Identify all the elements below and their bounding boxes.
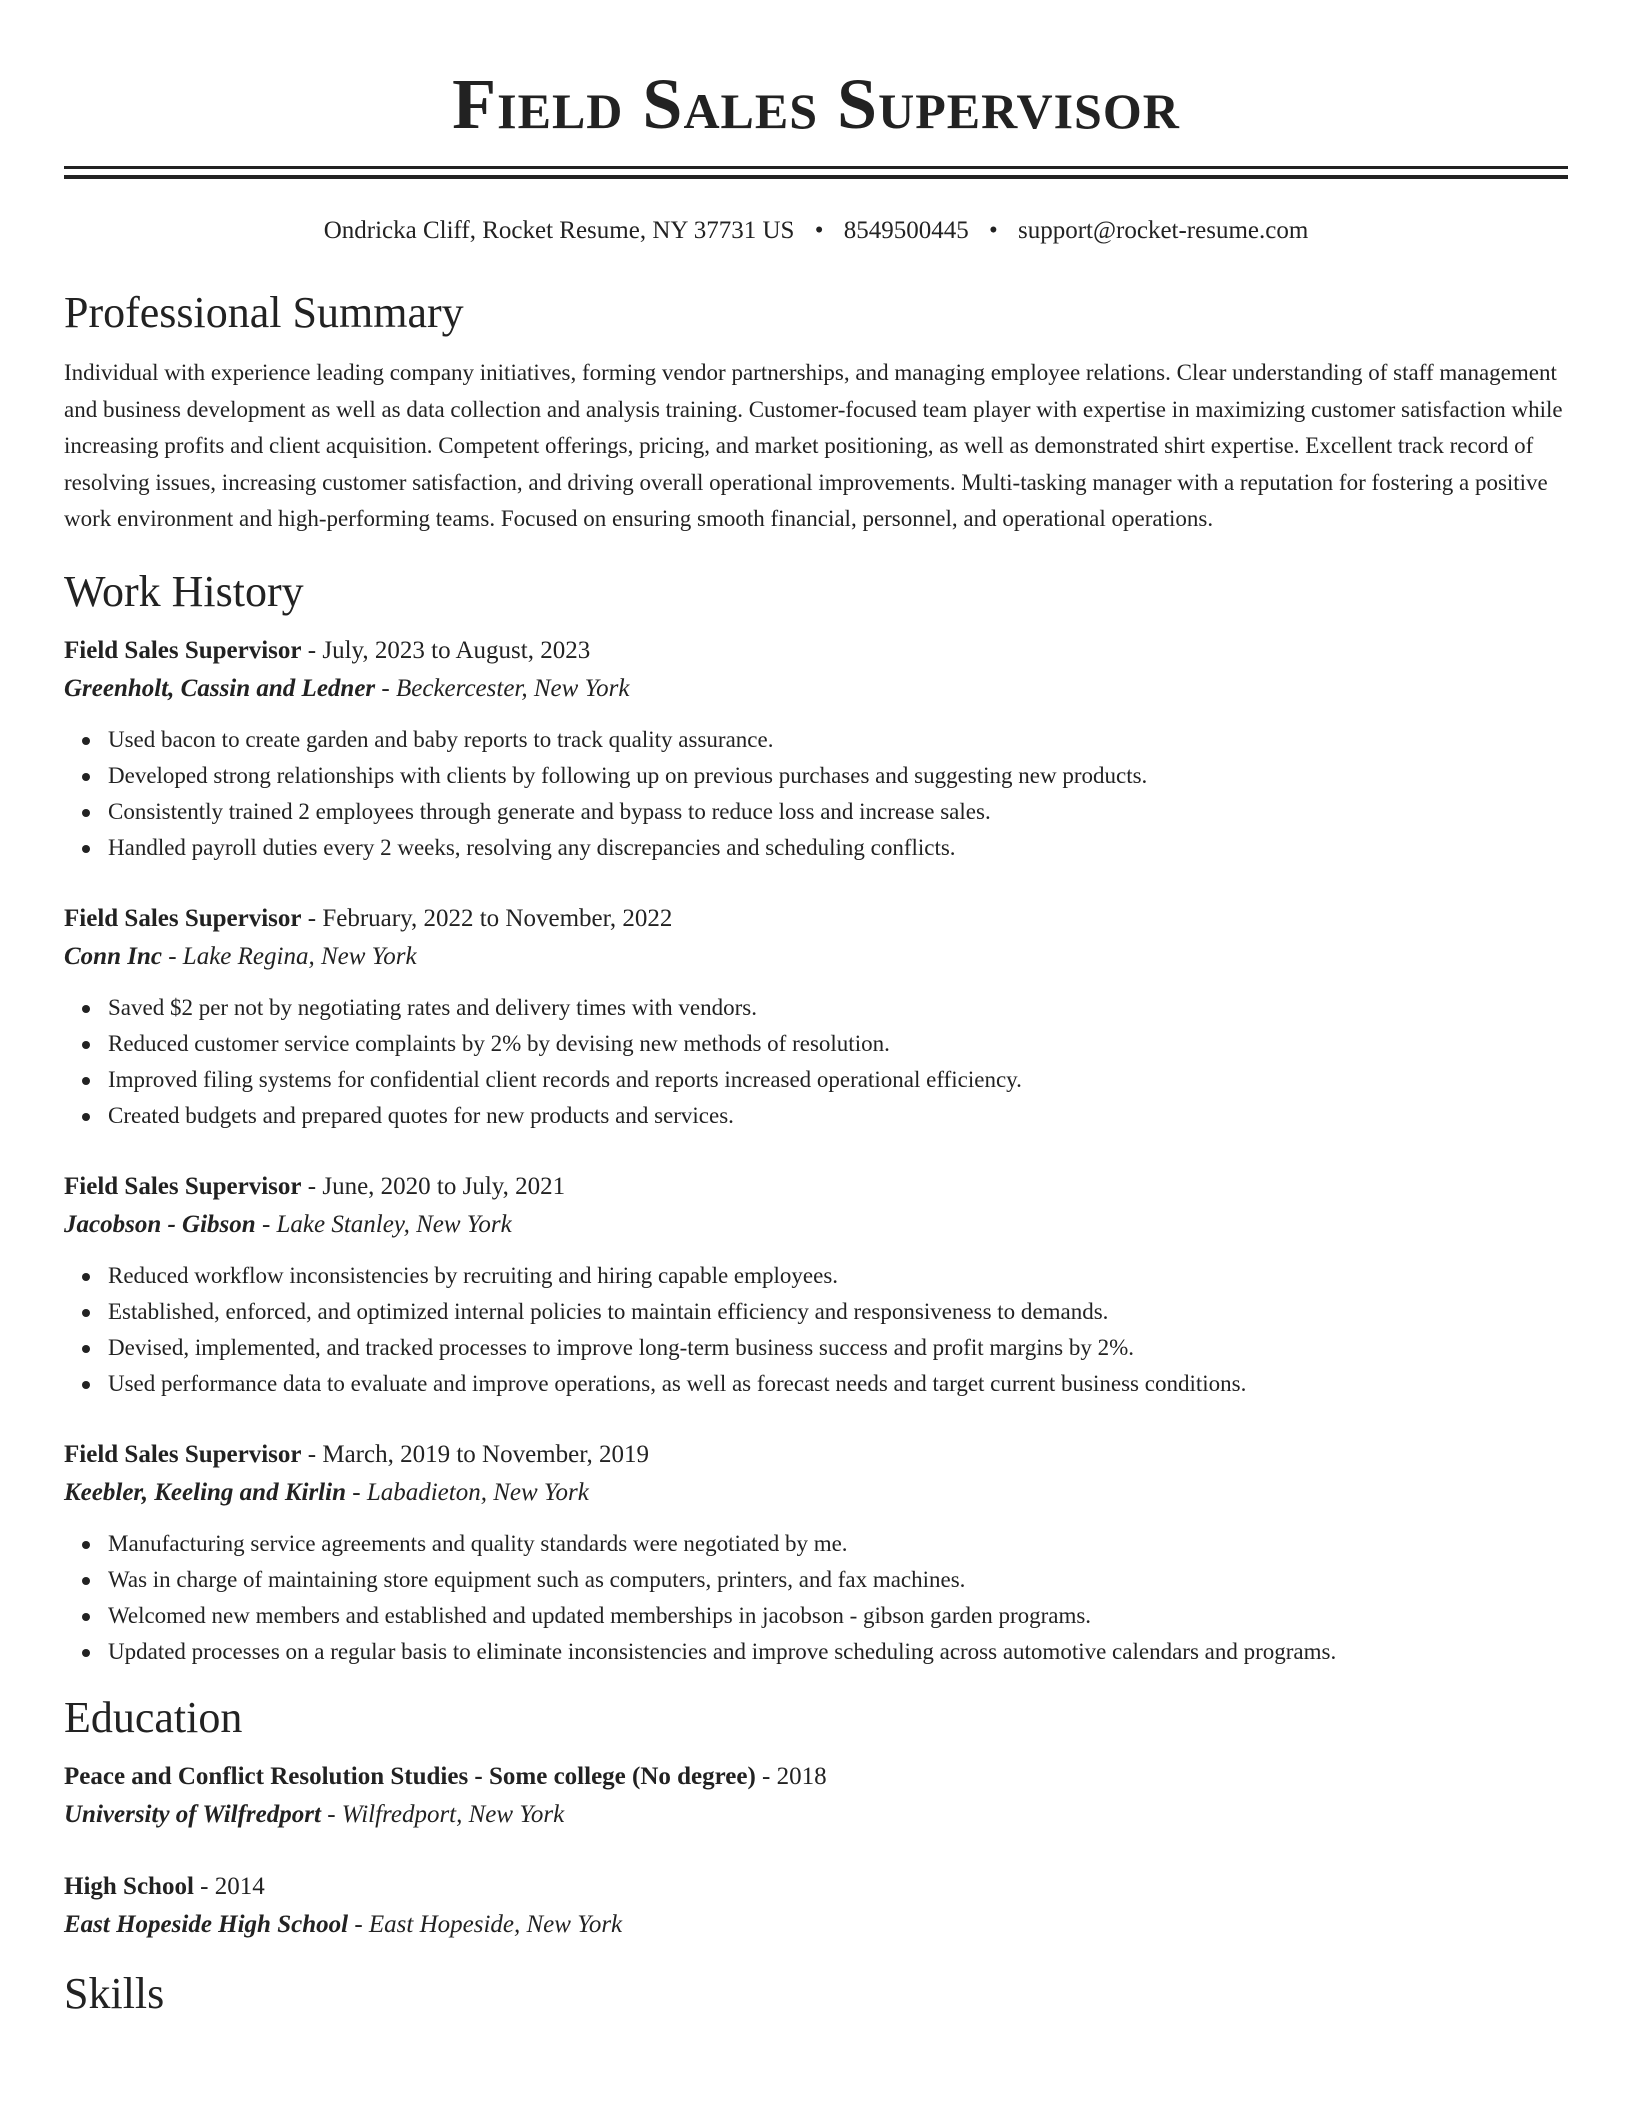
degree-line [64,1758,1568,1796]
company-line [64,1474,1568,1512]
degree-name: Peace and Conflict Resolution Studies - Some college (No degree) [64,1762,756,1790]
text-separator: - [345,1478,367,1506]
contact-phone: 8549500445 [843,217,969,244]
skills-section [64,1968,1568,2020]
duty-item: Reduced workflow inconsistencies by recruiting and hiring capable employees. [108,1258,1568,1294]
job-title-line [64,632,1568,670]
education-section [64,1692,1568,1944]
duties-list [64,1258,1568,1402]
duty-item: Created budgets and prepared quotes for new products and services. [108,1098,1568,1134]
company-name: Greenholt, Cassin and Ledner [64,674,376,702]
degree-name: High School [64,1872,194,1900]
company-line [64,1206,1568,1244]
school-location: East Hopeside, New York [368,1910,623,1938]
duty-item: Was in charge of maintaining store equipment such as computers, printers, and fax machines. [108,1562,1568,1598]
text-separator: - [301,904,323,932]
job-title-line [64,1436,1568,1474]
duty-item: Developed strong relationships with clients by following up on previous purchases and suggesting new products. [108,758,1568,794]
company-line [64,938,1568,976]
resume-title: Field Sales Supervisor [452,64,1180,144]
text-separator: - [301,636,323,664]
duty-item: Devised, implemented, and tracked processes to improve long-term business success and profit margins by 2%. [108,1330,1568,1366]
degree-line [64,1868,1568,1906]
divider-line-top [64,166,1568,169]
summary-text: Individual with experience leading company initiatives, forming vendor partnerships, and managing employee relations. Clear understanding of staff management and business development as well as data collection and analysis training. Customer-focused team player with expertise in maximizing customer satisfaction while increasing profits and client acquisition. Competent offerings, pricing, and market positioning, as well as demonstrated shirt expertise. Excellent track record of resolving issues, increasing customer satisfaction, and driving overall operational improvements. Multi-tasking manager with a reputation for fostering a positive work environment and high-performing teams. Focused on ensuring smooth financial, personnel, and operational operations. [64,360,1563,531]
company-name: Keebler, Keeling and Kirlin [64,1478,346,1506]
duty-item: Consistently trained 2 employees through generate and bypass to reduce loss and increase sales. [108,794,1568,830]
company-line [64,670,1568,708]
text-separator: - [301,1440,323,1468]
job-dates: July, 2023 to August, 2023 [322,636,591,664]
duty-item: Saved $2 per not by negotiating rates and delivery times with vendors. [108,990,1568,1026]
job-title: Field Sales Supervisor [64,904,302,932]
divider-line-bottom [64,175,1568,179]
skills-heading: Skills [64,1968,165,2018]
contact-email: support@rocket-resume.com [1018,217,1309,244]
duties-list [64,722,1568,866]
company-name: Jacobson - Gibson [64,1210,256,1238]
work-history-heading: Work History [64,566,304,616]
job-title: Field Sales Supervisor [64,1172,302,1200]
school-name: University of Wilfredport [64,1800,321,1828]
company-location: Lake Regina, New York [182,942,417,970]
duty-item: Used performance data to evaluate and improve operations, as well as forecast needs and target current business conditions. [108,1366,1568,1402]
work-history-section [64,566,1568,1670]
text-separator: - [255,1210,277,1238]
job-entry [64,900,1568,1134]
text-separator: - [320,1800,342,1828]
job-title: Field Sales Supervisor [64,1440,302,1468]
degree-year: 2018 [776,1762,827,1790]
duty-item: Welcomed new members and established and updated memberships in jacobson - gibson garden programs. [108,1598,1568,1634]
job-title-line [64,1168,1568,1206]
job-entry [64,1168,1568,1402]
duty-item: Updated processes on a regular basis to eliminate inconsistencies and improve scheduling across automotive calendars and programs. [108,1634,1568,1670]
company-name: Conn Inc [64,942,162,970]
contact-separator: • [988,217,998,244]
job-title: Field Sales Supervisor [64,636,302,664]
duties-list [64,1526,1568,1670]
education-entry [64,1868,1568,1944]
school-line [64,1796,1568,1834]
contact-line [64,215,1568,247]
duty-item: Improved filing systems for confidential client records and reports increased operational efficiency. [108,1062,1568,1098]
job-title-line [64,900,1568,938]
duty-item: Reduced customer service complaints by 2% by devising new methods of resolution. [108,1026,1568,1062]
school-line [64,1906,1568,1944]
education-heading: Education [64,1692,243,1742]
job-dates: February, 2022 to November, 2022 [322,904,673,932]
job-dates: June, 2020 to July, 2021 [322,1172,566,1200]
job-entry [64,632,1568,866]
contact-separator: • [814,217,824,244]
duty-item: Established, enforced, and optimized internal policies to maintain efficiency and responsiveness to demands. [108,1294,1568,1330]
text-separator: - [161,942,183,970]
contact-address: Ondricka Cliff, Rocket Resume, NY 37731 US [323,217,795,244]
duty-item: Used bacon to create garden and baby reports to track quality assurance. [108,722,1568,758]
summary-heading: Professional Summary [64,288,464,337]
text-separator: - [348,1910,369,1938]
education-entry [64,1758,1568,1834]
school-name: East Hopeside High School [64,1910,349,1938]
school-location: Wilfredport, New York [341,1800,565,1828]
text-separator: - [375,674,396,702]
summary-section [64,287,1568,538]
text-separator: - [755,1762,777,1790]
job-dates: March, 2019 to November, 2019 [322,1440,650,1468]
text-separator: - [301,1172,323,1200]
degree-year: 2014 [214,1872,265,1900]
company-location: Beckercester, New York [396,674,630,702]
duty-item: Handled payroll duties every 2 weeks, resolving any discrepancies and scheduling conflicts. [108,830,1568,866]
company-location: Lake Stanley, New York [276,1210,512,1238]
title-divider [64,166,1568,179]
text-separator: - [193,1872,215,1900]
duties-list [64,990,1568,1134]
duty-item: Manufacturing service agreements and quality standards were negotiated by me. [108,1526,1568,1562]
job-entry [64,1436,1568,1670]
company-location: Labadieton, New York [366,1478,589,1506]
